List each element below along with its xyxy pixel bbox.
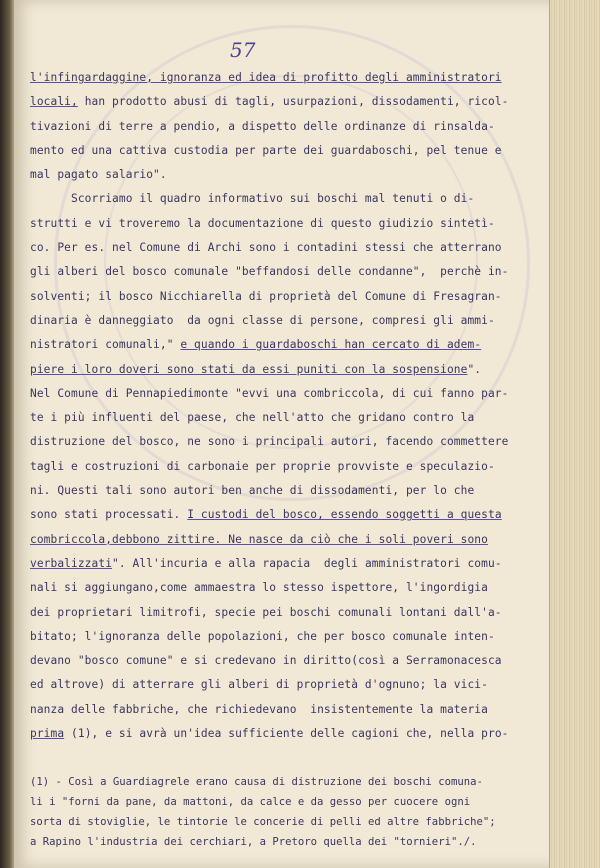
text-span: nistratori comunali," — [30, 338, 181, 352]
text-line — [30, 260, 548, 284]
text-line — [30, 722, 548, 746]
text-span: ". All'incuria e alla rapacia degli amministratori comu- — [112, 556, 502, 570]
text-line — [30, 698, 548, 722]
typewritten-body — [30, 66, 548, 746]
text-line — [30, 406, 548, 430]
footnote-line: a Rapino l'industria dei cerchiari, a Pretoro quella dei "tornieri"./. — [30, 836, 477, 848]
text-span: nanza delle fabbriche, che richiedevano insistentemente la materia — [30, 702, 488, 716]
text-span: ". — [467, 362, 482, 376]
text-span: ed altrove) di atterrare gli alberi di proprietà d'ognuno; la vici- — [30, 678, 488, 692]
text-line — [30, 479, 548, 503]
text-span: mal pagato salario". — [30, 168, 167, 182]
text-line — [30, 187, 548, 211]
text-line — [30, 673, 548, 697]
text-line — [30, 430, 548, 454]
text-line — [30, 90, 548, 114]
underlined-text: piere i loro doveri sono stati da essi puniti con la sospensione — [30, 362, 468, 376]
text-span: Nel Comune di Pennapiedimonte "evvi una combriccola, di cui fanno par- — [30, 386, 509, 400]
text-line — [30, 455, 548, 479]
text-span: sono stati processati. — [30, 508, 188, 522]
text-line — [30, 528, 548, 552]
text-line — [30, 625, 548, 649]
text-span: bitato; l'ignoranza delle popolazioni, che per bosco comunale inten- — [30, 629, 495, 643]
underlined-text: I custodi del bosco, essendo soggetti a questa — [187, 508, 502, 522]
text-span: tagli e costruzioni di carbonaie per proprie provviste e speculazio- — [30, 459, 495, 473]
text-span: co. Per es. nel Comune di Archi sono i contadini stessi che atterrano — [30, 241, 502, 255]
text-line — [30, 212, 548, 236]
underlined-text: verbalizzati — [30, 556, 113, 570]
text-span: dei proprietari limitrofi, specie pei boschi comunali lontani dall'a- — [30, 605, 502, 619]
text-line — [30, 601, 548, 625]
underlined-text: l'infingardaggine, ignoranza ed idea di profitto degli amministratori — [30, 71, 502, 84]
underlined-text: combriccola,debbono zittire. Ne nasce da ciò che i soli poveri sono — [30, 532, 488, 546]
footnote-line: li i "forni da pane, da mattoni, da calce e da gesso per cuocere ogni — [30, 796, 471, 808]
text-span: han prodotto abusi di tagli, usurpazioni, dissodamenti, ricol- — [77, 95, 509, 109]
text-span: (1), e si avrà un'idea sufficiente delle cagioni che, nella pro- — [64, 727, 509, 741]
text-line — [30, 309, 548, 333]
text-line — [30, 139, 548, 163]
text-line — [30, 503, 548, 527]
text-span: strutti e vi troveremo la documentazione di questo giudizio sintetì- — [30, 216, 495, 230]
text-line — [30, 382, 548, 406]
text-span: distruzione del bosco, ne sono i principali autori, facendo commettere — [30, 435, 509, 449]
text-line — [30, 333, 548, 357]
text-span: mento ed una cattiva custodia per parte dei guardaboschi, pel tenue e — [30, 143, 502, 157]
text-span: gli alberi del bosco comunale "beffandosi delle condanne", perchè in- — [30, 265, 509, 279]
text-span: te i più influenti del paese, che nell'atto che gridano contro la — [30, 411, 475, 425]
footnote-line: (1) - Così a Guardiagrele erano causa di distruzione dei boschi comuna- — [30, 776, 483, 788]
text-span: ni. Questi tali sono autori ben anche di dissodamenti, per lo che — [30, 484, 475, 498]
page-edges — [549, 0, 600, 868]
text-line — [30, 358, 548, 382]
underlined-text: prima — [30, 727, 65, 741]
text-span: devano "bosco comune" e si credevano in diritto(così a Serramonacesca — [30, 654, 502, 668]
text-line — [30, 576, 548, 600]
text-span: Scorriamo il quadro informativo sui boschi mal tenuti o di- — [30, 192, 475, 206]
underlined-text: locali, — [30, 95, 78, 109]
text-line — [30, 285, 548, 309]
text-line — [30, 66, 548, 90]
footnote — [30, 772, 548, 852]
text-line — [30, 115, 548, 139]
text-line — [30, 163, 548, 187]
text-span: solventi; il bosco Nicchiarella di proprietà del Comune di Fresagran- — [30, 289, 502, 303]
text-line — [30, 552, 548, 576]
text-line — [30, 236, 548, 260]
footnote-line: sorta di stoviglie, le tintorie le concerie di pelli ed altre fabbriche"; — [30, 816, 496, 828]
text-line — [30, 649, 548, 673]
text-span: nali si aggiungano,come ammaestra lo stesso ispettore, l'ingordigia — [30, 581, 488, 595]
text-span: dinaria è danneggiato da ogni classe di persone, compresi gli ammi- — [30, 313, 495, 327]
text-span: tivazioni di terre a pendio, a dispetto delle ordinanze di rinsalda- — [30, 119, 495, 133]
page-number: 57 — [230, 38, 256, 62]
underlined-text: e quando i guardaboschi han cercato di adem- — [180, 338, 482, 352]
